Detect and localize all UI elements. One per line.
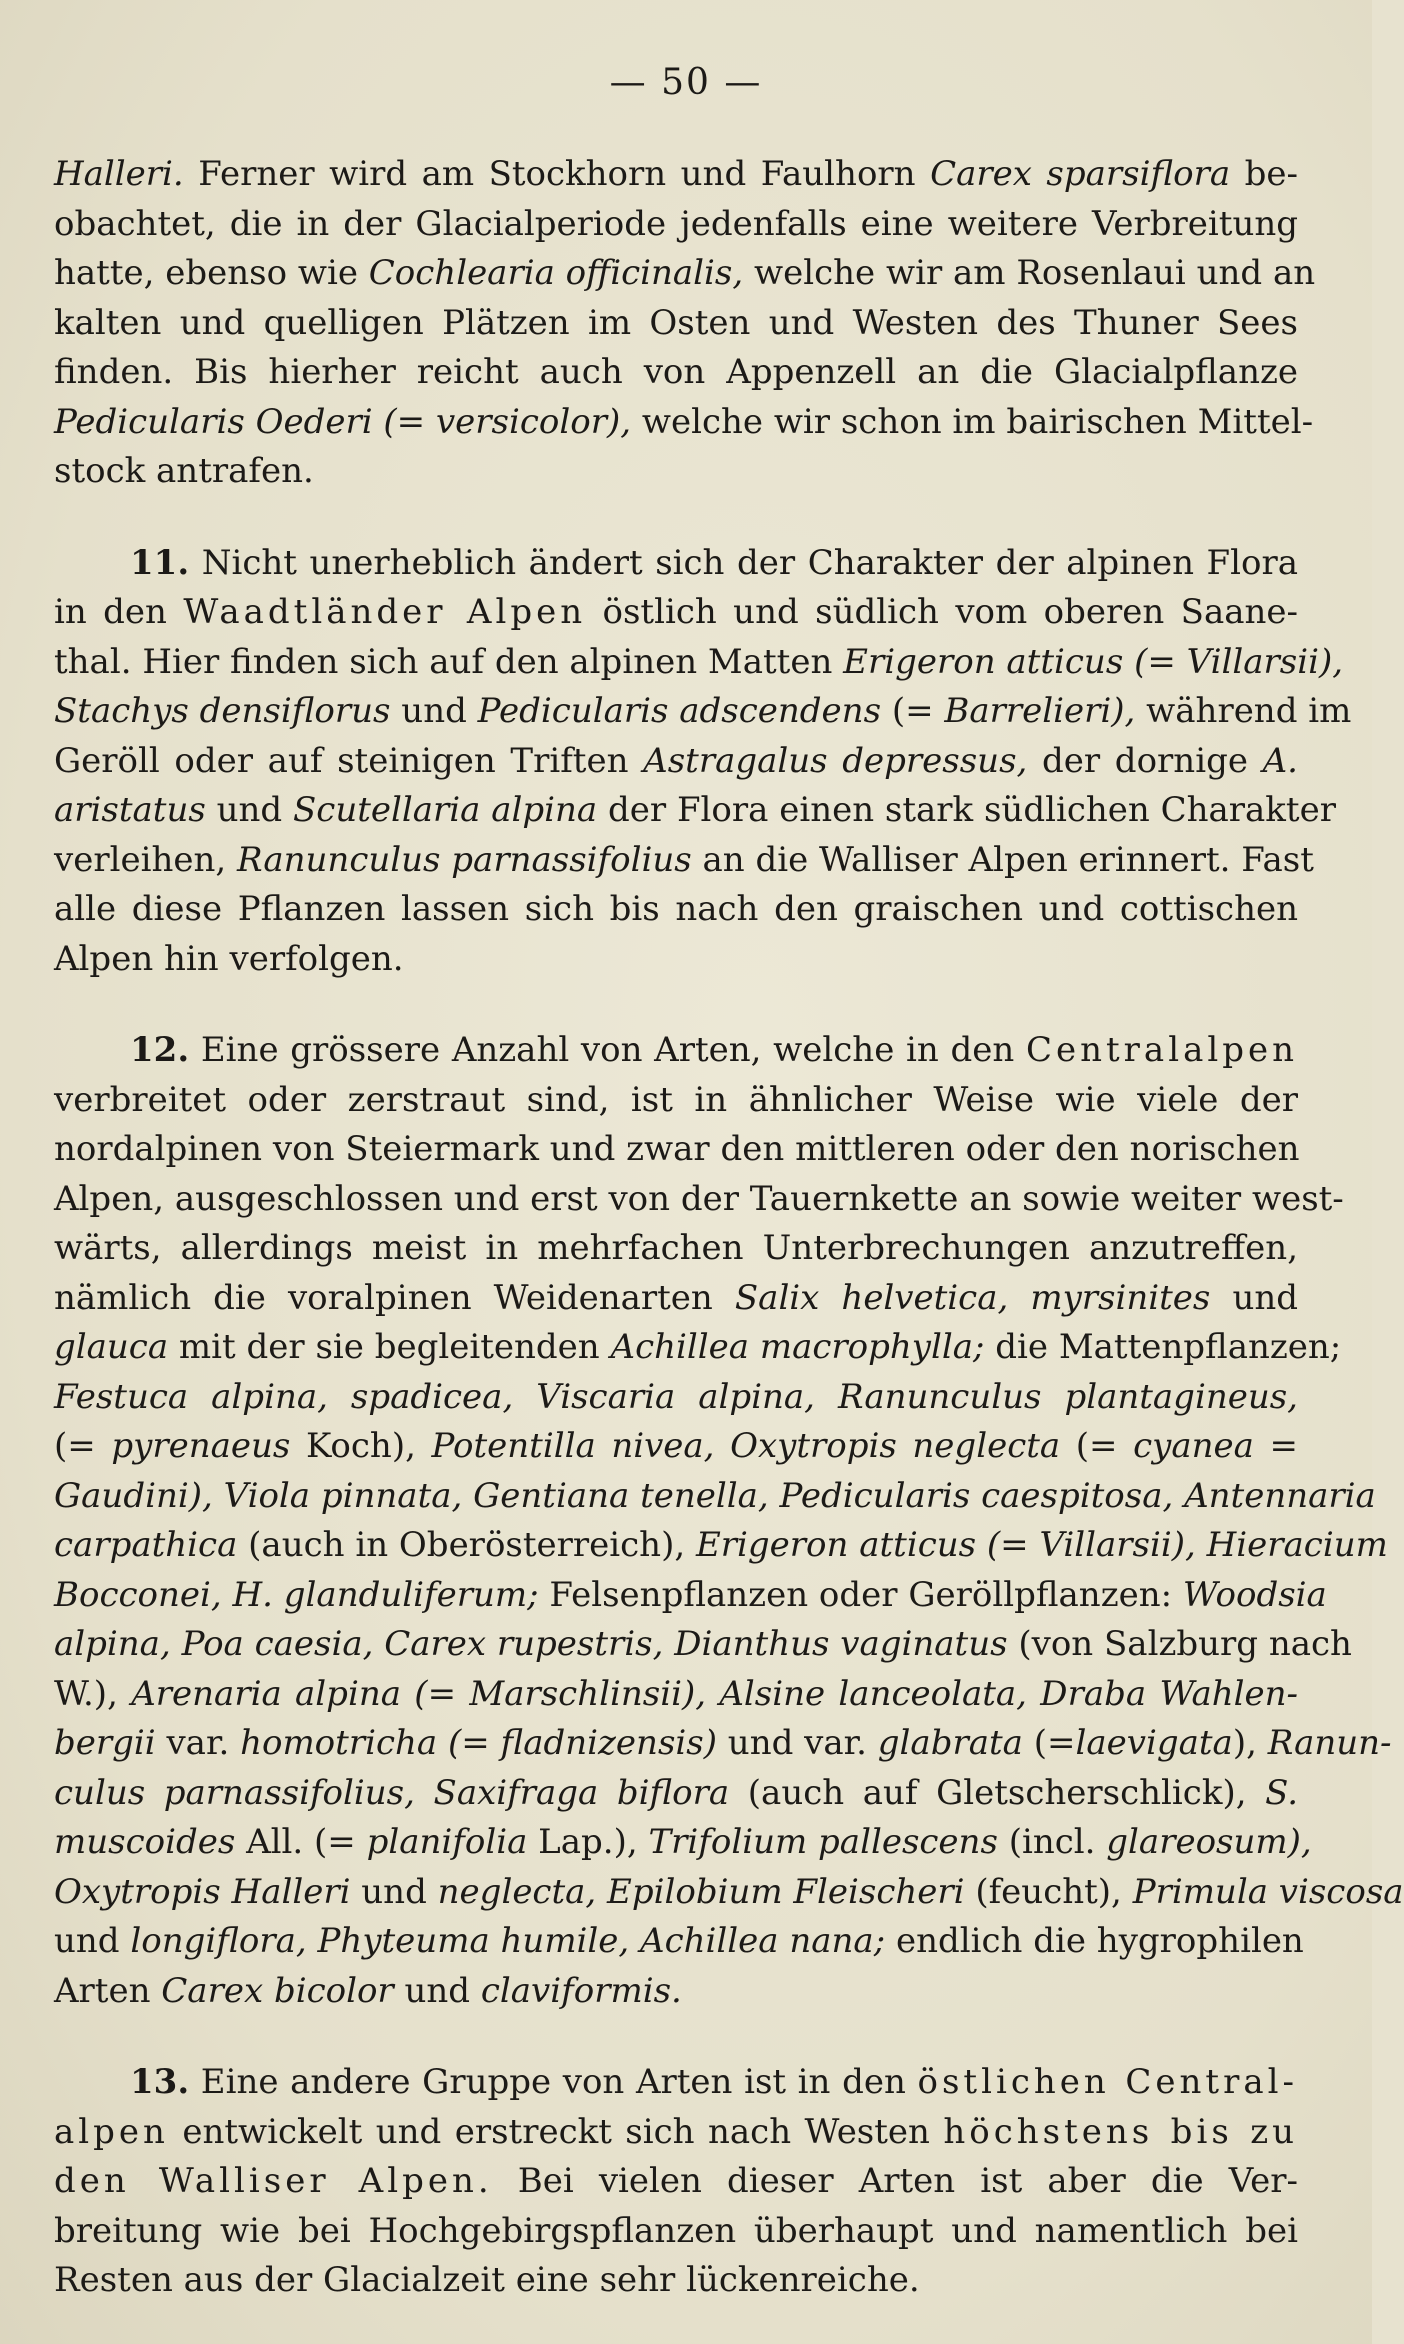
paragraph-gap [54,497,1298,539]
text-line: Bocconei, H. glanduliferum; Felsenpflanzen oder Geröllpflanzen: Woodsia [54,1574,1327,1615]
text-line: und longiflora, Phyteuma humile, Achillea nana; endlich die hygrophilen [54,1921,1304,1961]
text-line: (= pyrenaeus Koch), Potentilla nivea, Oxytropis neglecta (= cyanea = [54,1426,1299,1466]
text-line: Festuca alpina, spadicea, Viscaria alpina, Ranunculus plantagineus, [54,1376,1298,1417]
text-line: alle diese Pflanzen lassen sich bis nach den graischen und cottischen [54,889,1298,929]
text-line: nämlich die voralpinen Weidenarten Salix helvetica, myrsinites und [54,1277,1299,1318]
paragraph [54,2058,1298,2306]
text-line: W.), Arenaria alpina (= Marschlinsii), Alsine lanceolata, Draba Wahlen- [54,1673,1298,1714]
text-line: wärts, allerdings meist in mehrfachen Unterbrechungen anzutreffen, [54,1228,1298,1268]
text-line: aristatus und Scutellaria alpina der Flora einen stark südlichen Charakter [54,790,1336,830]
text-line: 13. Eine andere Gruppe von Arten ist in den östlichen Central- [130,2062,1298,2102]
paragraph-gap [54,984,1298,1026]
text-line: kalten und quelligen Plätzen im Osten und Westen des Thuner Sees [54,302,1298,343]
text-line: verbreitet oder zerstraut sind, ist in ähnlicher Weise wie viele der [54,1079,1298,1120]
paragraph-gap [54,2016,1298,2058]
paragraph [54,1026,1404,2016]
text-line: thal. Hier finden sich auf den alpinen Matten Erigeron atticus (= Villarsii), [54,641,1344,682]
text-line: culus parnassifolius, Saxifraga biflora (auch auf Gletscherschlick), S. [54,1772,1298,1813]
paragraph [54,150,1316,497]
text-line: 11. Nicht unerheblich ändert sich der Charakter der alpinen Flora [130,542,1298,583]
text-line: finden. Bis hierher reicht auch von Appenzell an die Glacialpflanze [54,352,1298,392]
text-line: Resten aus der Glacialzeit eine sehr lückenreiche. [54,2260,920,2300]
text-line: stock antrafen. [54,451,314,491]
text-line: alpina, Poa caesia, Carex rupestris, Dianthus vaginatus (von Salzburg nach [54,1624,1352,1664]
text-line: obachtet, die in der Glacialperiode jedenfalls eine weitere Verbreitung [54,203,1298,244]
paragraph [54,539,1352,985]
text-line: Oxytropis Halleri und neglecta, Epilobium Fleischeri (feucht), Primula viscosa [54,1871,1404,1912]
text-line: Geröll oder auf steinigen Triften Astragalus depressus, der dornige A. [54,740,1298,781]
text-line: verleihen, Ranunculus parnassifolius an die Walliser Alpen erinnert. Fast [54,839,1314,880]
text-line: 12. Eine grössere Anzahl von Arten, welche in den Centralalpen [130,1030,1298,1070]
page-number: — 50 — [609,62,763,103]
text-line: breitung wie bei Hochgebirgspflanzen überhaupt und namentlich bei [54,2210,1298,2251]
text-line: carpathica (auch in Oberösterreich), Erigeron atticus (= Villarsii), Hieracium [54,1525,1388,1565]
text-line: in den Waadtländer Alpen östlich und südlich vom oberen Saane- [54,592,1298,632]
text-line: alpen entwickelt und erstreckt sich nach Westen höchstens bis zu [54,2111,1298,2152]
text-line: Halleri. Ferner wird am Stockhorn und Faulhorn Carex sparsiflora be- [54,154,1298,194]
text-line: nordalpinen von Steiermark und zwar den mittleren oder den norischen [54,1129,1300,1169]
text-line: muscoides All. (= planifolia Lap.), Trifolium pallescens (incl. glareosum), [54,1822,1312,1862]
text-line: Pedicularis Oederi (= versicolor), welche wir schon im bairischen Mittel- [54,401,1314,442]
body-text [54,150,1404,2306]
text-line: Arten Carex bicolor und claviformis. [54,1970,682,2011]
text-line: glauca mit der sie begleitenden Achillea macrophylla; die Mattenpflanzen; [54,1327,1342,1367]
text-line: Alpen hin verfolgen. [54,938,404,979]
text-line: hatte, ebenso wie Cochlearia officinalis, welche wir am Rosenlaui und an [54,253,1316,293]
text-line: den Walliser Alpen. Bei vielen dieser Arten ist aber die Ver- [54,2161,1298,2201]
text-line: Gaudini), Viola pinnata, Gentiana tenella, Pedicularis caespitosa, Antennaria [54,1475,1376,1516]
text-line: bergii var. homotricha (= fladnizensis) und var. glabrata (=laevigata), Ranun- [54,1723,1392,1763]
text-line: Alpen, ausgeschlossen und erst von der Tauernkette an sowie weiter west- [54,1178,1344,1219]
text-line: Stachys densiflorus und Pedicularis adscendens (= Barrelieri), während im [54,691,1352,731]
